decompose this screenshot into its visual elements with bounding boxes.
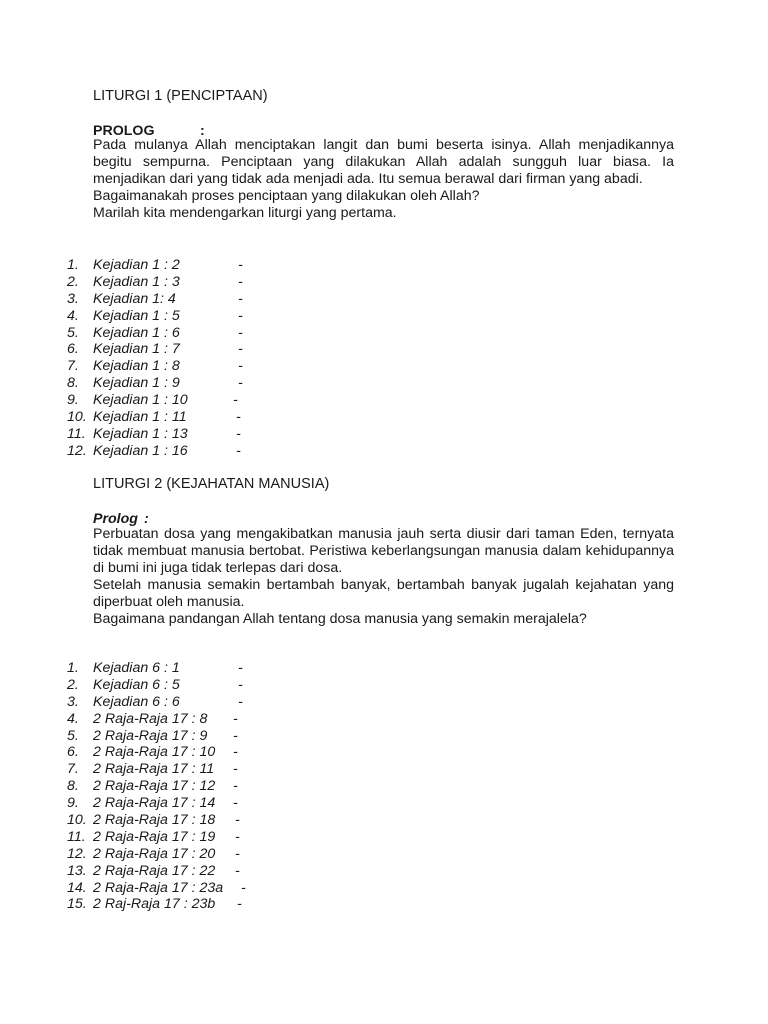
section-2-heading: LITURGI 2 (KEJAHATAN MANUSIA)	[93, 476, 330, 492]
scripture-ref: Kejadian 1 : 7	[93, 341, 180, 358]
item-number: 14.	[67, 879, 87, 896]
item-dash: -	[238, 358, 243, 375]
item-dash: -	[236, 425, 241, 442]
list-item	[67, 307, 243, 325]
item-dash: -	[238, 375, 243, 392]
list-item	[67, 710, 238, 728]
item-dash: -	[233, 710, 238, 727]
scripture-ref: 2 Raja-Raja 17 : 11	[93, 761, 215, 778]
scripture-ref: Kejadian 1 : 8	[93, 358, 180, 375]
item-number: 3.	[67, 693, 79, 710]
list-item	[67, 442, 241, 460]
list-item	[67, 778, 238, 795]
scripture-ref: 2 Raj-Raja 17 : 23b	[93, 896, 216, 913]
list-item	[67, 744, 238, 761]
scripture-ref: Kejadian 1 : 13	[93, 425, 188, 442]
scripture-ref: 2 Raja-Raja 17 : 20	[93, 845, 216, 862]
scripture-ref: 2 Raja-Raja 17 : 8	[93, 710, 208, 727]
item-dash: -	[238, 676, 243, 693]
item-dash: -	[235, 845, 240, 862]
item-dash: -	[233, 392, 238, 409]
item-number: 9.	[67, 795, 79, 812]
item-number: 2.	[67, 676, 79, 693]
item-number: 7.	[67, 358, 79, 375]
item-dash: -	[235, 862, 240, 879]
scripture-ref: 2 Raja-Raja 17 : 18	[93, 812, 216, 829]
item-dash: -	[233, 795, 238, 812]
scripture-ref: 2 Raja-Raja 17 : 22	[93, 862, 216, 879]
section-2-prolog-body	[93, 526, 674, 628]
item-dash: -	[233, 744, 238, 761]
section-1-heading: LITURGI 1 (PENCIPTAAN)	[93, 88, 268, 104]
item-number: 4.	[67, 307, 79, 324]
list-item	[67, 375, 243, 392]
list-item	[67, 896, 242, 913]
item-dash: -	[238, 341, 243, 358]
list-item	[67, 795, 238, 812]
scripture-ref: Kejadian 1 : 3	[93, 273, 180, 290]
item-number: 10.	[67, 812, 87, 829]
item-dash: -	[237, 896, 242, 913]
item-number: 13.	[67, 862, 87, 879]
list-item	[67, 392, 238, 409]
item-number: 15.	[67, 896, 87, 913]
scripture-ref: 2 Raja-Raja 17 : 19	[93, 828, 216, 845]
prolog-paragraph: Pada mulanya Allah menciptakan langit dan bumi beserta isinya. Allah menjadikannya begitu sempurna. Penciptaan yang dilakukan Allah adalah sungguh luar biasa. Ia menjadikan dari yang tidak ada menjadi ada. Itu semua berawal dari firman yang abadi.	[93, 137, 674, 187]
scripture-ref: 2 Raja-Raja 17 : 23a	[93, 879, 224, 896]
prolog-paragraph: Setelah manusia semakin bertambah banyak, bertambah banyak jugalah kejahatan yang diperbuat oleh manusia.	[93, 577, 674, 610]
item-dash: -	[236, 442, 241, 459]
list-item	[67, 761, 238, 778]
item-number: 11.	[67, 425, 86, 442]
list-item	[67, 828, 240, 846]
list-item	[67, 879, 246, 897]
item-dash: -	[241, 879, 246, 896]
list-item	[67, 812, 240, 829]
scripture-ref: Kejadian 1 : 2	[93, 257, 180, 273]
scripture-ref: Kejadian 1 : 9	[93, 375, 180, 392]
item-dash: -	[238, 307, 243, 324]
section-2-reading-list	[67, 660, 246, 913]
item-number: 12.	[67, 845, 87, 862]
scripture-ref: Kejadian 1 : 11	[93, 409, 187, 426]
item-number: 6.	[67, 341, 79, 358]
item-number: 5.	[67, 727, 79, 744]
scripture-ref: 2 Raja-Raja 17 : 14	[93, 795, 216, 812]
list-item	[67, 693, 243, 711]
list-item	[67, 660, 243, 677]
list-item	[67, 862, 240, 880]
section-1-prolog-body	[93, 137, 674, 222]
scripture-ref: Kejadian 6 : 6	[93, 693, 180, 710]
scripture-ref: Kejadian 6 : 5	[93, 676, 180, 693]
item-number: 1.	[67, 660, 79, 676]
list-item	[67, 324, 243, 342]
prolog-colon: :	[143, 511, 149, 527]
list-item	[67, 341, 243, 358]
item-number: 12.	[67, 442, 87, 459]
item-number: 2.	[67, 273, 79, 290]
prolog-paragraph: Marilah kita mendengarkan liturgi yang pertama.	[93, 205, 397, 221]
item-dash: -	[233, 761, 238, 778]
item-number: 8.	[67, 375, 79, 392]
item-number: 6.	[67, 744, 79, 761]
item-number: 11.	[67, 828, 86, 845]
scripture-ref: Kejadian 1: 4	[93, 290, 176, 307]
item-dash: -	[233, 778, 238, 795]
prolog-label-text: Prolog	[93, 511, 138, 527]
prolog-paragraph: Bagaimanakah proses penciptaan yang dilakukan oleh Allah?	[93, 188, 480, 204]
item-number: 4.	[67, 710, 79, 727]
list-item	[67, 290, 243, 308]
list-item	[67, 409, 241, 426]
scripture-ref: 2 Raja-Raja 17 : 12	[93, 778, 216, 795]
item-dash: -	[235, 812, 240, 829]
list-item	[67, 358, 243, 375]
prolog-label-text: PROLOG	[93, 123, 155, 139]
item-number: 5.	[67, 324, 79, 341]
list-item	[67, 257, 243, 274]
item-number: 9.	[67, 392, 79, 409]
scripture-ref: 2 Raja-Raja 17 : 9	[93, 727, 208, 744]
item-number: 8.	[67, 778, 79, 795]
item-dash: -	[238, 257, 243, 273]
item-dash: -	[233, 727, 238, 744]
scripture-ref: Kejadian 1 : 16	[93, 442, 188, 459]
list-item	[67, 845, 240, 863]
item-dash: -	[238, 273, 243, 290]
prolog-paragraph: Bagaimana pandangan Allah tentang dosa manusia yang semakin merajalela?	[93, 611, 587, 627]
section-2-prolog-label	[93, 511, 149, 527]
item-dash: -	[238, 290, 243, 307]
scripture-ref: Kejadian 1 : 10	[93, 392, 188, 409]
item-number: 7.	[67, 761, 79, 778]
item-dash: -	[238, 660, 243, 676]
scripture-ref: 2 Raja-Raja 17 : 10	[93, 744, 216, 761]
item-dash: -	[238, 324, 243, 341]
item-dash: -	[235, 828, 240, 845]
section-1-reading-list	[67, 257, 243, 460]
item-dash: -	[236, 409, 241, 426]
item-dash: -	[238, 693, 243, 710]
prolog-colon: :	[200, 123, 205, 139]
scripture-ref: Kejadian 1 : 6	[93, 324, 180, 341]
list-item	[67, 273, 243, 291]
scripture-ref: Kejadian 6 : 1	[93, 660, 180, 676]
item-number: 10.	[67, 409, 87, 426]
scripture-ref: Kejadian 1 : 5	[93, 307, 180, 324]
list-item	[67, 425, 241, 443]
prolog-paragraph: Perbuatan dosa yang mengakibatkan manusia jauh serta diusir dari taman Eden, ternyata tidak membuat manusia bertobat. Peristiwa keberlangsungan manusia dalam kehidupannya di bumi ini juga tidak terlepas dari dosa.	[93, 526, 674, 576]
item-number: 1.	[67, 257, 79, 273]
list-item	[67, 676, 243, 694]
list-item	[67, 727, 238, 745]
item-number: 3.	[67, 290, 79, 307]
